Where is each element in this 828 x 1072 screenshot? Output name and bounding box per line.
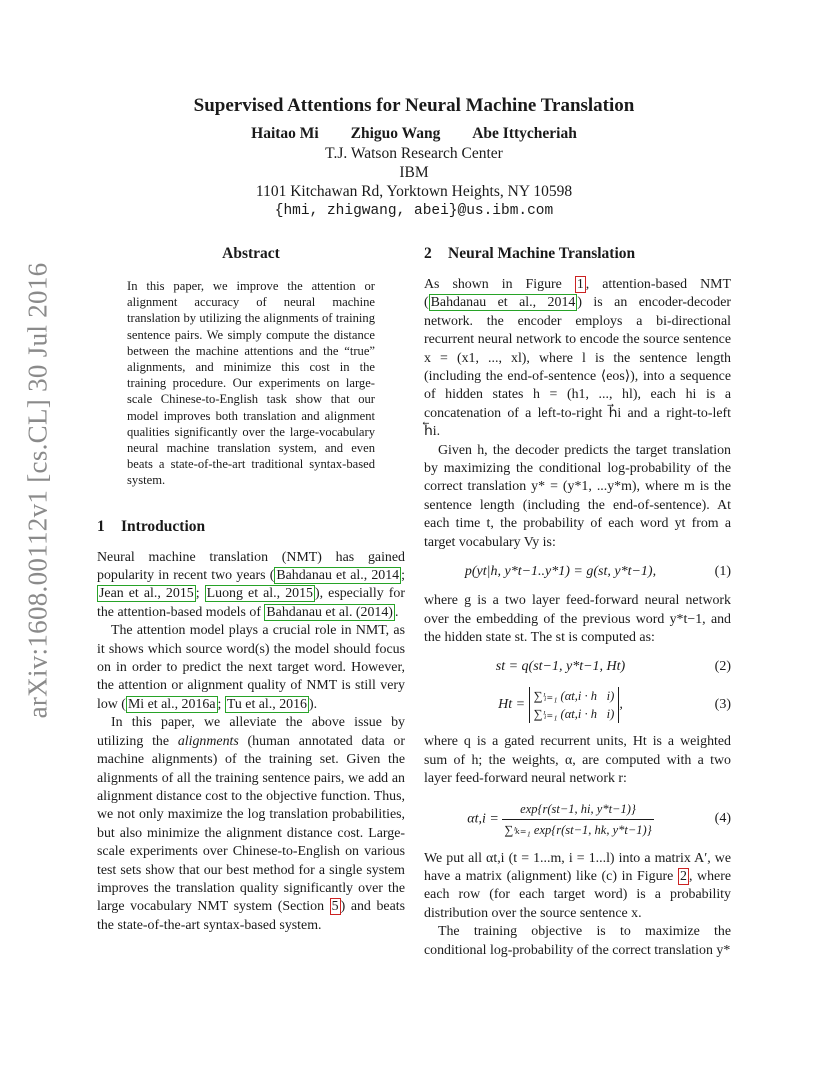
section-heading <box>424 244 731 264</box>
section-title: Introduction <box>121 517 206 535</box>
affiliation-line: T.J. Watson Research Center <box>325 145 503 162</box>
equation-1 <box>424 562 731 582</box>
abstract-text: In this paper, we improve the attention or alignment accuracy of neural machine translation by utilizing the alignments of training sentence pairs. We simply compute the distance between the machine attentions and the “true” alignments, and minimize this cost in the training procedure. Our experiments on large-scale Chinese-to-English task show that our model improves both translation and alignment qualities significantly over the large-vocabulary neural machine translation system, and even beats a state-of-the-art traditional syntax-based system. <box>127 279 375 488</box>
section-number: 1 <box>97 517 105 535</box>
matrix-bracket: ∑ᶦᵢ₌₁ (αt,i · h⃖i) ∑ᶦᵢ₌₁ (αt,i · h⃗i) <box>529 687 620 723</box>
nmt-paragraph-4: where q is a gated recurrent units, Ht is a weighted sum of h; the weights, α, are computed with a two layer feed-forward neural network r: <box>424 734 731 787</box>
figure-ref-link[interactable]: 2 <box>679 868 687 884</box>
author-name: Zhiguo Wang <box>350 125 441 142</box>
equation-number: (3) <box>714 697 731 713</box>
equation-number: (4) <box>714 811 731 827</box>
section-title: Neural Machine Translation <box>448 245 636 262</box>
equation-number: (2) <box>714 659 731 675</box>
equation-2 <box>424 657 731 677</box>
intro-paragraph-2: The attention model plays a crucial role in NMT, as it shows which source word(s) the model should focus on in order to predict the next target word. However, the attention or alignment quality of NMT is still very low ( Mi et al., 2016a ; Tu et al., 2016 ). <box>97 623 405 712</box>
paper-title: Supervised Attentions for Neural Machine Translation <box>193 95 635 116</box>
emphasis: alignments <box>177 733 239 749</box>
nmt-paragraph-5: We put all αt,i (t = 1...m, i = 1...l) into a matrix A′, we have a matrix (alignment) like (c) in Figure 2 , where each row (for each target word) is a probability distribution over the source sentence x. <box>424 850 731 921</box>
paper-header <box>0 94 828 221</box>
fraction: $\frac{\exp\{r(st-1, hi, y*t-1)\}}{\text{∑ᶦₖ₌₁ exp\{r(st−1, hk, y*t−1)\}}}$ <box>502 799 653 840</box>
nmt-paragraph-2: Given h, the decoder predicts the target translation by maximizing the conditional log-probability of the correct translation y* = (y*1, ...y*m), where m is the sentence length (including the end-of-sentence). At each time t, the probability of each word yt from a target vocabulary Vy is: <box>424 442 731 550</box>
citation-link[interactable]: Bahdanau et al., 2014 <box>276 568 400 584</box>
equation-formula: Ht = ∑ᶦᵢ₌₁ (αt,i · h⃖i) ∑ᶦᵢ₌₁ (αt,i · h⃗i) , <box>498 689 623 722</box>
section-heading <box>97 517 405 537</box>
equation-formula: p(yt|h, y*t−1..y*1) = g(st, y*t−1), <box>464 564 657 580</box>
arxiv-stamp-text: arXiv:1608.00112v1 [cs.CL] 30 Jul 2016 <box>22 262 53 718</box>
citation-link[interactable]: Luong et al., 2015 <box>206 586 313 602</box>
nmt-paragraph-3: where g is a two layer feed-forward neural network over the embedding of the previous word y*t−1, and the hidden state st. The st is computed as: <box>424 593 731 645</box>
intro-paragraph-1: Neural machine translation (NMT) has gained popularity in recent two years ( Bahdanau et al., 2014 ; Jean et al., 2015 ; Luong et al., 2015 ), especially for the attention-based models of Bahdanau et al. (2014) . <box>97 549 405 620</box>
intro-paragraph-3: In this paper, we alleviate the above issue by utilizing the alignments (human annotated data or machine alignments) of the training set. Given the alignments of all the training sentence pairs, we add an alignment distance cost to the objective function. Thus, we not only maximize the log translation probabilities, but also minimize the alignment distance cost. Large-scale experiments over Chinese-to-English on various test sets show that our best method for a single system improves the translation quality significantly over the large vocabulary NMT system (Section 5 ) and beats the state-of-the-art syntax-based system. <box>97 715 406 933</box>
right-column <box>424 244 731 960</box>
arxiv-stamp <box>16 262 60 718</box>
section-number: 2 <box>424 245 432 262</box>
author-list <box>0 124 828 144</box>
nmt-paragraph-1: As shown in Figure 1 , attention-based NMT ( Bahdanau et al., 2014 ) is an encoder-decoder network. the encoder employs a bi-directional recurrent neural network to encode the source sentence x = (x1, ..., xl), where l is the sentence length (including the end-of-sentence ⟨eos⟩), into a sequence of hidden states h = (h1, ..., hl), each hi is a concatenation of a left-to-right h⃗i and a right-to-left h⃖i. <box>424 277 731 440</box>
author-email: {hmi, zhigwang, abei}@us.ibm.com <box>274 203 554 219</box>
affiliation-line: 1101 Kitchawan Rd, Yorktown Heights, NY 10598 <box>255 183 573 200</box>
author-name: Abe Ittycheriah <box>472 125 577 142</box>
citation-link[interactable]: Tu et al., 2016 <box>226 696 307 712</box>
citation-link[interactable]: Mi et al., 2016a <box>127 696 216 712</box>
abstract-heading: Abstract <box>222 245 280 262</box>
equation-3 <box>424 687 731 723</box>
citation-link[interactable]: Bahdanau et al. (2014) <box>266 604 393 620</box>
nmt-paragraph-6: The training objective is to maximize the conditional log-probability of the correct translation y* <box>424 924 731 958</box>
figure-ref-link[interactable]: 1 <box>576 277 584 292</box>
left-column <box>97 244 405 935</box>
citation-link[interactable]: Jean et al., 2015 <box>99 586 194 602</box>
equation-formula: αt,i = $\frac{\exp\{r(st-1, hi, y*t-1)\}}{\text{∑ᶦₖ₌₁ exp\{r(st−1, hk, y*t−1)\}}}$ <box>424 799 697 840</box>
equation-formula: st = q(st−1, y*t−1, Ht) <box>495 659 626 675</box>
equation-number: (1) <box>714 564 731 580</box>
citation-link[interactable]: Bahdanau et al., 2014 <box>430 295 576 311</box>
equation-4 <box>424 799 731 840</box>
author-name: Haitao Mi <box>251 125 319 142</box>
affiliation-line: IBM <box>399 164 429 181</box>
section-ref-link[interactable]: 5 <box>331 899 339 915</box>
